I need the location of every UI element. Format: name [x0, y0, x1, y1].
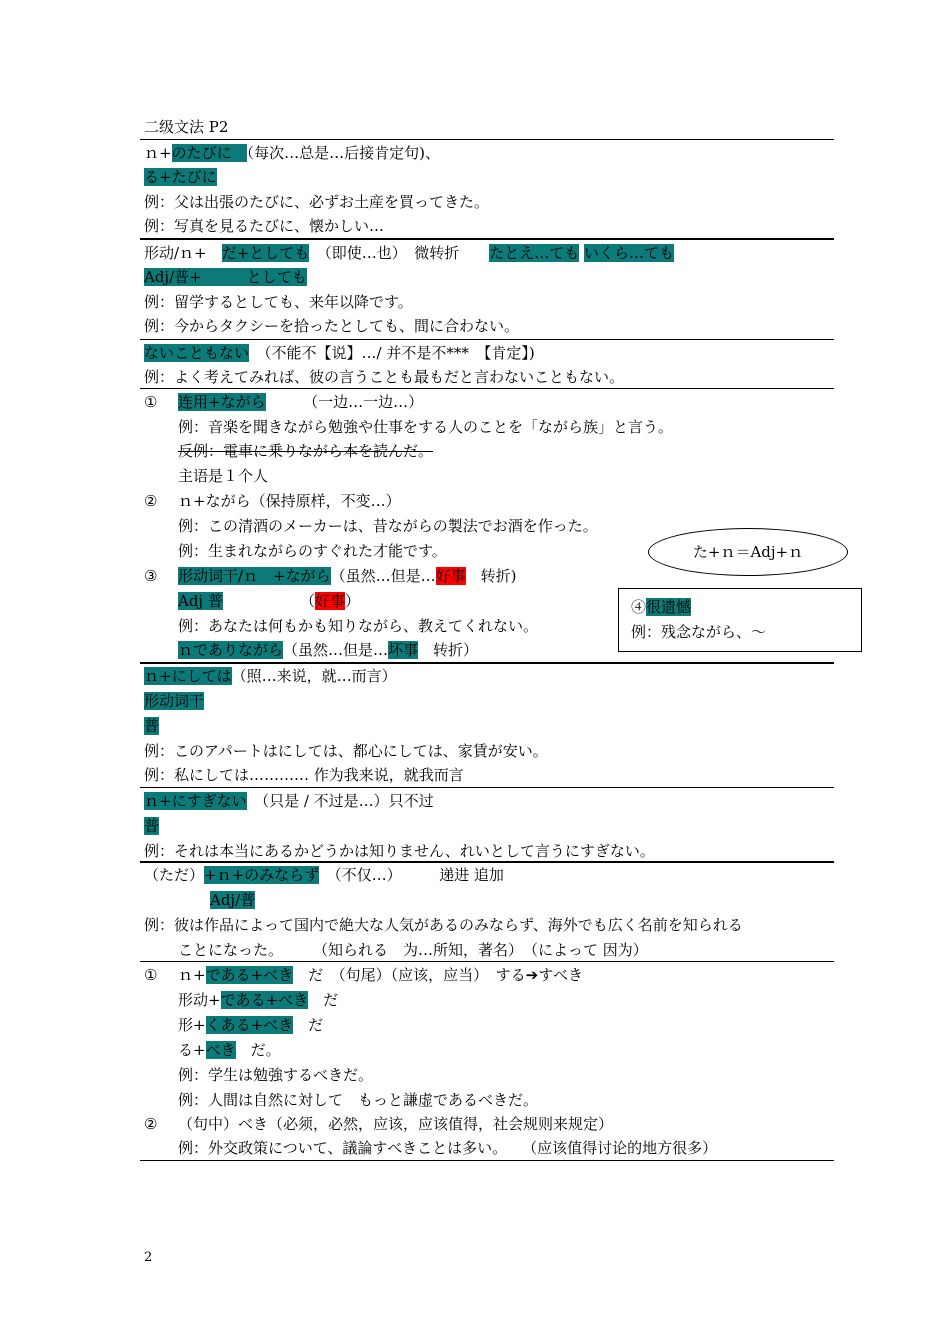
grammar-pattern-line: る+たびに — [144, 168, 217, 186]
example-sentence: 例：私にしては………… 作为我来说，就我而言 — [144, 766, 464, 784]
example-sentence: 例：写真を見るたびに、懐かしい… — [144, 217, 385, 235]
example-sentence: 例：彼は作品によって国内で絶大な人気があるのみならず、海外でも広く名前を知られる — [144, 916, 743, 934]
grammar-pattern-line: 形+くある+べき だ — [178, 1016, 324, 1034]
example-sentence: 例：今からタクシーを拾ったとしても、間に合わない。 — [144, 317, 520, 335]
grammar-pattern-line: Adj/普+ としても — [144, 268, 307, 286]
grammar-pattern-nominarazu: （ただ）+ｎ+のみならず （不仅…） 递进 追加 — [144, 866, 504, 884]
arrow-right-icon: ➔ — [525, 966, 539, 984]
divider — [140, 388, 834, 389]
grammar-pattern-line: ｎ+ながら（保持原样，不变…） — [178, 492, 401, 510]
grammar-pattern-line: る+べき だ。 — [178, 1041, 281, 1059]
page-title: 二级文法 P2 — [144, 118, 229, 136]
grammar-pattern-nishitewa: ｎ+にしては（照…来说，就…而言） — [144, 667, 397, 685]
example-sentence: ことになった。 （知られる 为…所知，著名） （によって 因为） — [178, 941, 648, 959]
example-sentence: 例：学生は勉強するべきだ。 — [178, 1066, 374, 1084]
example-sentence: 例：音楽を聞きながら勉強や仕事をする人のことを「ながら族」と言う。 — [178, 418, 674, 436]
item-number: ② — [144, 1115, 158, 1133]
note-oval: た+ｎ＝Adj+ｎ — [648, 528, 848, 576]
item-number: ① — [144, 966, 158, 984]
grammar-pattern-line: Adj/普 — [210, 891, 256, 909]
grammar-pattern-nagara: 连用+ながら （一边…一边…） — [178, 393, 424, 411]
grammar-pattern-line: （句中）べき（必须，必然，应该，应该值得，社会规则来规定） — [178, 1115, 614, 1133]
grammar-pattern-line: 形动词干 — [144, 692, 205, 710]
grammar-pattern-nisuginai: ｎ+にすぎない （只是 / 不过是…）只不过 — [144, 792, 434, 810]
example-sentence: 例：あなたは何もかも知りながら、教えてくれない。 — [178, 617, 539, 635]
divider — [140, 139, 834, 140]
grammar-pattern-naikotomonai: ないこともない （不能不【说】…/ 并不是不*** 【肯定】) — [144, 344, 535, 362]
grammar-note: （好事） — [300, 592, 361, 610]
note: 主语是１个人 — [178, 467, 269, 485]
example-sentence: 例：生まれながらのすぐれた才能です。 — [178, 542, 447, 560]
example-sentence: 例：この清酒のメーカーは、昔ながらの製法でお酒を作った。 — [178, 517, 598, 535]
grammar-pattern-line: 形动词干/ｎ +ながら（虽然…但是…好事 转折) — [178, 567, 517, 585]
divider — [140, 339, 834, 340]
grammar-pattern-tabini: ｎ+のたびに （每次…总是…后接肯定句)、 — [144, 144, 440, 162]
example-sentence: 例：それは本当にあるかどうかは知りません、れいとして言うにすぎない。 — [144, 842, 655, 860]
example-sentence: 例：父は出張のたびに、必ずお土産を買ってきた。 — [144, 193, 490, 211]
grammar-pattern-line: 普 — [144, 817, 160, 835]
divider — [140, 238, 834, 240]
example-sentence: 例：留学するとしても、来年以降です。 — [144, 293, 413, 311]
example-sentence: 例：このアパートはにしては、都心にしては、家賃が安い。 — [144, 742, 548, 760]
page-number: 2 — [144, 1250, 153, 1265]
grammar-pattern-line: 形动+である+べき だ — [178, 991, 339, 1009]
grammar-pattern-line: 普 — [144, 717, 160, 735]
item-number: ② — [144, 492, 158, 510]
item-number: ③ — [144, 567, 158, 585]
divider — [140, 961, 834, 962]
divider — [140, 1160, 834, 1161]
example-sentence: 例：よく考えてみれば、彼の言うことも最もだと言わないこともない。 — [144, 368, 625, 386]
grammar-pattern-toshitemo: 形动/ｎ+ だ+としても （即使…也） 微转折 たとえ…ても いくら…ても — [144, 244, 675, 262]
counter-example: 反例：電車に乗りながら本を読んだ。 — [178, 442, 434, 460]
grammar-pattern-line: ｎでありながら（虽然…但是…坏事 转折） — [178, 641, 479, 659]
note-box — [618, 588, 862, 652]
grammar-pattern-line: Adj 普 — [178, 592, 223, 610]
example-sentence: 例：残念ながら、～ — [631, 623, 767, 641]
example-sentence: 例：人間は自然に対して もっと謙虚であるべきだ。 — [178, 1091, 539, 1109]
grammar-pattern-beki: ｎ+である+べき だ （句尾）（应该，应当） する➔すべき — [178, 966, 583, 984]
divider — [140, 787, 834, 788]
example-sentence: 例：外交政策について、議論すべきことは多い。 （应该值得讨论的地方很多） — [178, 1139, 718, 1157]
note-box-title: ④很遗憾 — [631, 598, 692, 616]
item-number: ① — [144, 393, 158, 411]
